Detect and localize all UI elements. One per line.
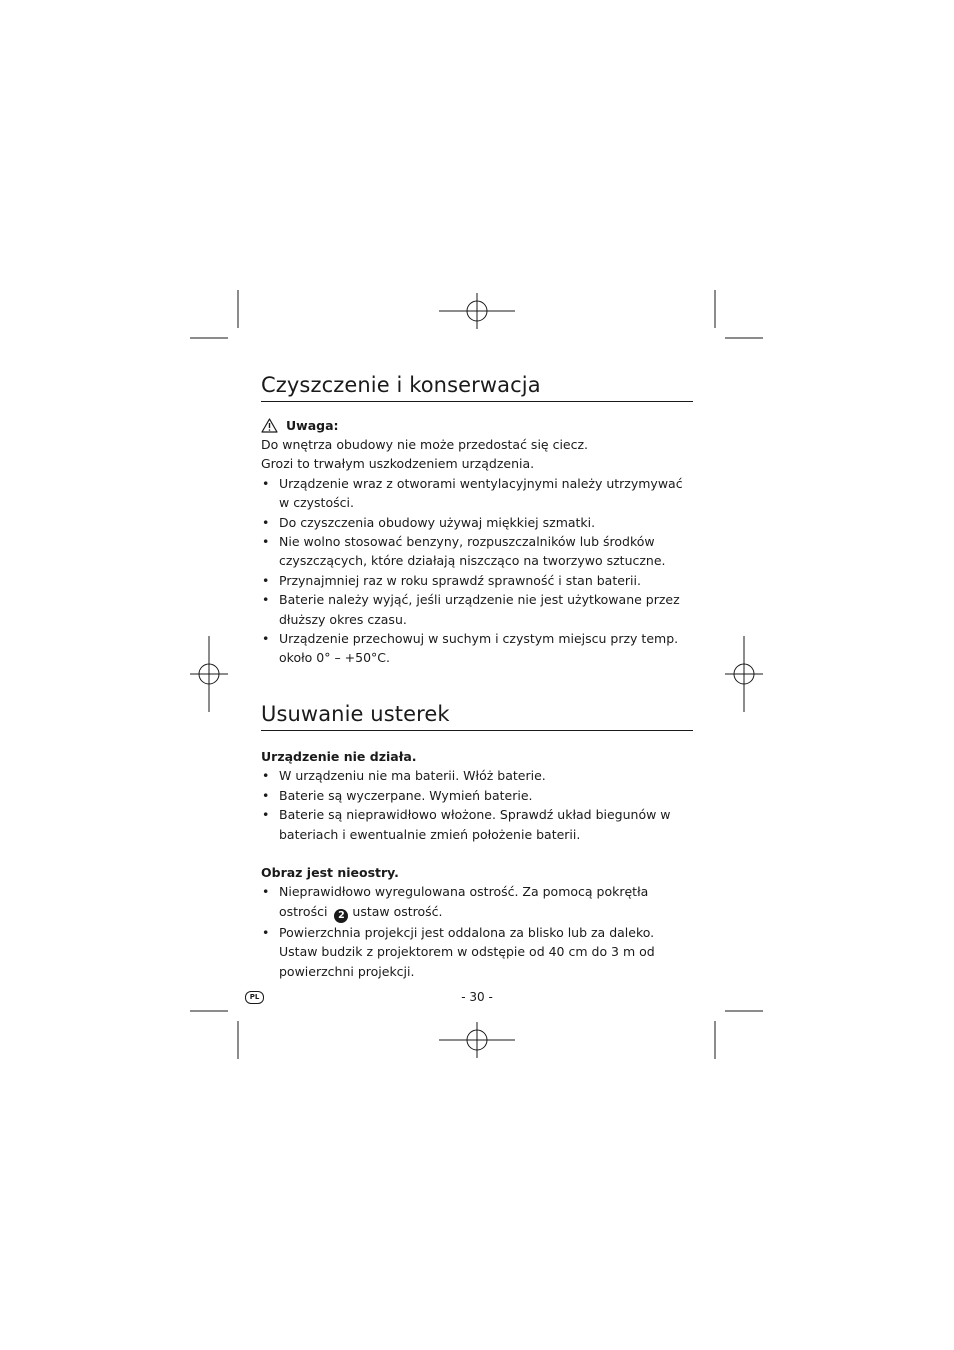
not-working-list: [261, 766, 693, 844]
page-content: [261, 372, 693, 981]
list-item: • Powierzchnia projekcji jest oddalona za blisko lub za daleko. Ustaw budzik z projektorem w odstępie od 40 cm do 3 m od powierzchni projekcji.: [261, 923, 693, 981]
registration-mark-bottom: [439, 1022, 515, 1058]
page-number: - 30 -: [461, 990, 493, 1004]
list-item: • Przynajmniej raz w roku sprawdź sprawność i stan baterii.: [261, 571, 693, 590]
list-item: • Baterie są wyczerpane. Wymień baterie.: [261, 786, 693, 805]
warning-line: Grozi to trwałym uszkodzeniem urządzenia.: [261, 456, 535, 472]
subheading-not-working: Urządzenie nie działa.: [261, 748, 417, 764]
warning-heading: [261, 415, 693, 435]
language-badge: PL: [245, 991, 264, 1004]
warning-line: Do wnętrza obudowy nie może przedostać się ciecz.: [261, 437, 589, 452]
subheading-blurry-image: Obraz jest nieostry.: [261, 864, 399, 880]
warning-triangle-icon: [261, 418, 278, 433]
list-item: • Baterie należy wyjąć, jeśli urządzenie nie jest użytkowane przez dłuższy okres czasu.: [261, 590, 693, 629]
list-item: • Urządzenie przechowuj w suchym i czystym miejscu przy temp. około 0° – +50°C.: [261, 629, 693, 668]
list-item: • W urządzeniu nie ma baterii. Włóż baterie.: [261, 766, 693, 785]
registration-mark-left: [190, 636, 228, 712]
list-item-text-tail: ustaw ostrość.: [352, 903, 443, 919]
list-item-text: Nieprawidłowo wyregulowana ostrość. Za pomocą pokrętła ostrości: [279, 884, 649, 919]
list-item: • Do czyszczenia obudowy używaj miękkiej szmatki.: [261, 513, 693, 532]
section-title-cleaning: Czyszczenie i konserwacja: [261, 372, 693, 402]
list-item: • Baterie są nieprawidłowo włożone. Sprawdź układ biegunów w bateriach i ewentualnie zmień położenie baterii.: [261, 805, 693, 844]
list-item: • Urządzenie wraz z otworami wentylacyjnymi należy utrzymywać w czystości.: [261, 474, 693, 513]
cleaning-list: [261, 474, 693, 668]
registration-mark-right: [725, 636, 763, 712]
warning-label: Uwaga:: [286, 417, 339, 433]
part-number-badge: 2: [334, 909, 348, 923]
list-item: • Nie wolno stosować benzyny, rozpuszczalników lub środków czyszczących, które działają niszcząco na tworzywo sztuczne.: [261, 532, 693, 571]
blurry-image-list: [261, 882, 693, 981]
section-title-troubleshooting: Usuwanie usterek: [261, 701, 693, 731]
list-item: [261, 882, 693, 922]
registration-mark-top: [439, 293, 515, 329]
